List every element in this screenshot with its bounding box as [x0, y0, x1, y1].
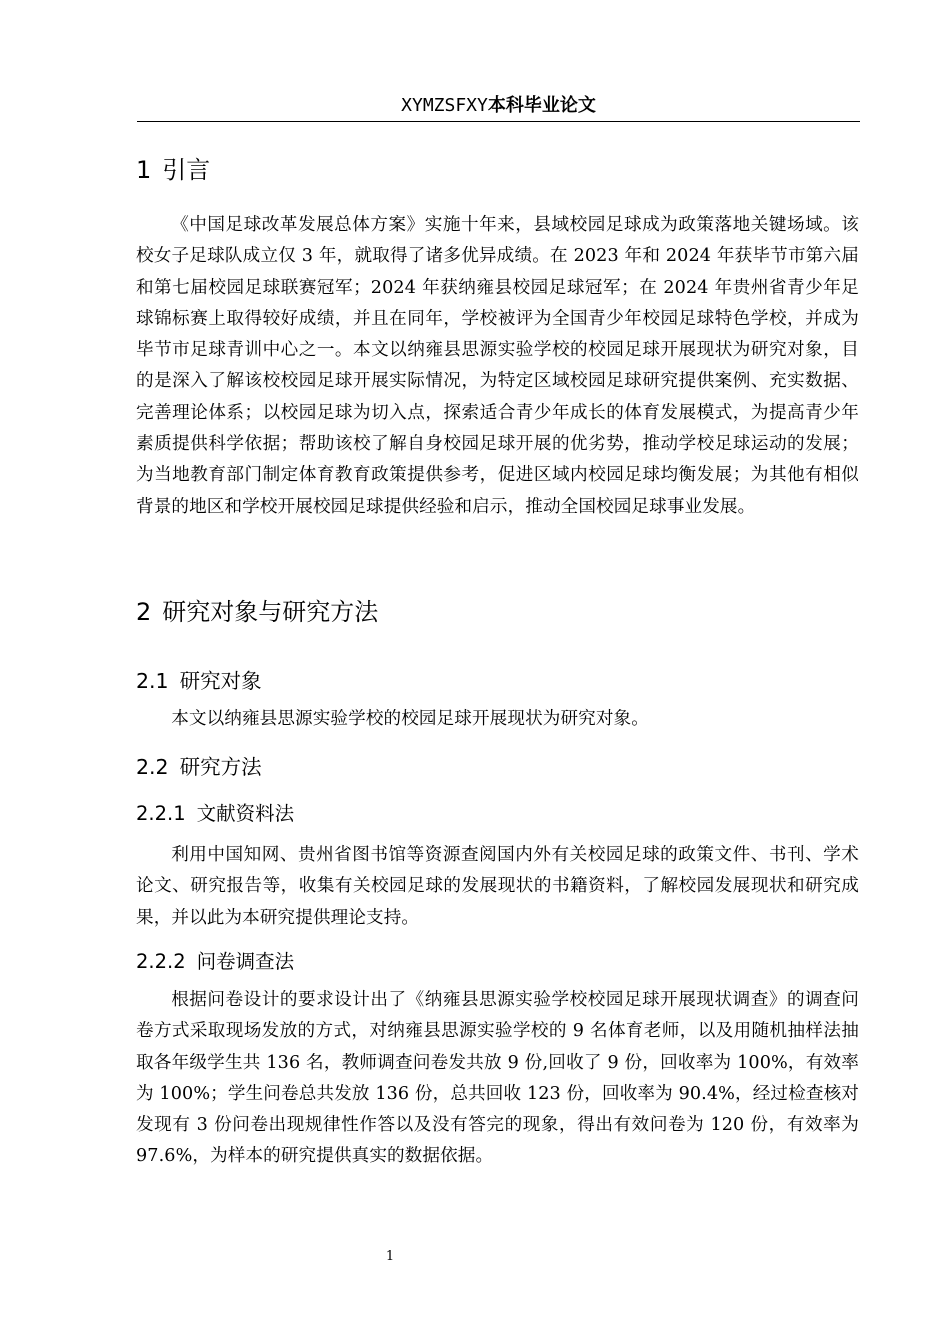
heading-text: 文献资料法: [196, 802, 295, 825]
heading-questionnaire-method: [136, 946, 294, 974]
header-title: 本科毕业论文: [487, 95, 596, 116]
heading-literature-method: [136, 798, 294, 826]
heading-text: 研究方法: [179, 755, 262, 779]
page-number: 1: [385, 1249, 395, 1264]
research-object-paragraph: 本文以纳雍县思源实验学校的校园足球开展现状为研究对象。: [171, 709, 649, 729]
heading-text: 引言: [162, 156, 211, 184]
heading-number: 1: [136, 156, 152, 184]
heading-number: 2.2: [136, 755, 169, 779]
header-code: XYMZSFXY: [401, 95, 488, 116]
heading-number: 2.1: [136, 669, 169, 693]
heading-research-object: [136, 664, 262, 694]
heading-number: 2.2.1: [136, 802, 186, 825]
page-header: [137, 92, 860, 122]
heading-methods: [136, 592, 378, 627]
literature-paragraph: 利用中国知网、贵州省图书馆等资源查阅国内外有关校园足球的政策文件、书刊、学术论文、研究报告等，收集有关校园足球的发展现状的书籍资料，了解校园发展现状和研究成果，并以此为本研究提供理论支持。: [136, 845, 859, 928]
heading-number: 2: [136, 598, 152, 626]
heading-text: 研究对象: [179, 669, 262, 693]
heading-number: 2.2.2: [136, 950, 186, 973]
intro-paragraph: 《中国足球改革发展总体方案》实施十年来，县域校园足球成为政策落地关键场域。该校女子足球队成立仅 3 年，就取得了诸多优异成绩。在 2023 年和 2024 年获毕节市第六届和第七届校园足球联赛冠军；2024 年获纳雍县校园足球冠军；在 2024 年贵州省青少年足球锦标赛上取得较好成绩，并且在同年，学校被评为全国青少年校园足球特色学校，并成为毕节市足球青训中心之一。本文以纳雍县思源实验学校的校园足球开展现状为研究对象，目的是深入了解该校校园足球开展实际情况，为特定区域校园足球研究提供案例、充实数据、完善理论体系；以校园足球为切入点，探索适合青少年成长的体育发展模式，为提高青少年素质提供科学依据；帮助该校了解自身校园足球开展的优劣势，推动学校足球运动的发展；为当地教育部门制定体育教育政策提供参考，促进区域内校园足球均衡发展；为其他有相似背景的地区和学校开展校园足球提供经验和启示，推动全国校园足球事业发展。: [136, 215, 859, 517]
heading-research-method: [136, 750, 262, 780]
heading-text: 问卷调查法: [196, 950, 295, 973]
questionnaire-paragraph: 根据问卷设计的要求设计出了《纳雍县思源实验学校校园足球开展现状调查》的调查问卷方式采取现场发放的方式，对纳雍县思源实验学校的 9 名体育老师，以及用随机抽样法抽取各年级学生共 136 名，教师调查问卷发共放 9 份,回收了 9 份，回收率为 100%，有效率为 100%；学生问卷总共发放 136 份，总共回收 123 份，回收率为 90.4%，经过检查核对发现有 3 份问卷出现规律性作答以及没有答完的现象，得出有效问卷为 120 份，有效率为 97.6%，为样本的研究提供真实的数据依据。: [136, 990, 859, 1167]
heading-text: 研究对象与研究方法: [162, 598, 379, 626]
heading-intro: [136, 150, 210, 185]
